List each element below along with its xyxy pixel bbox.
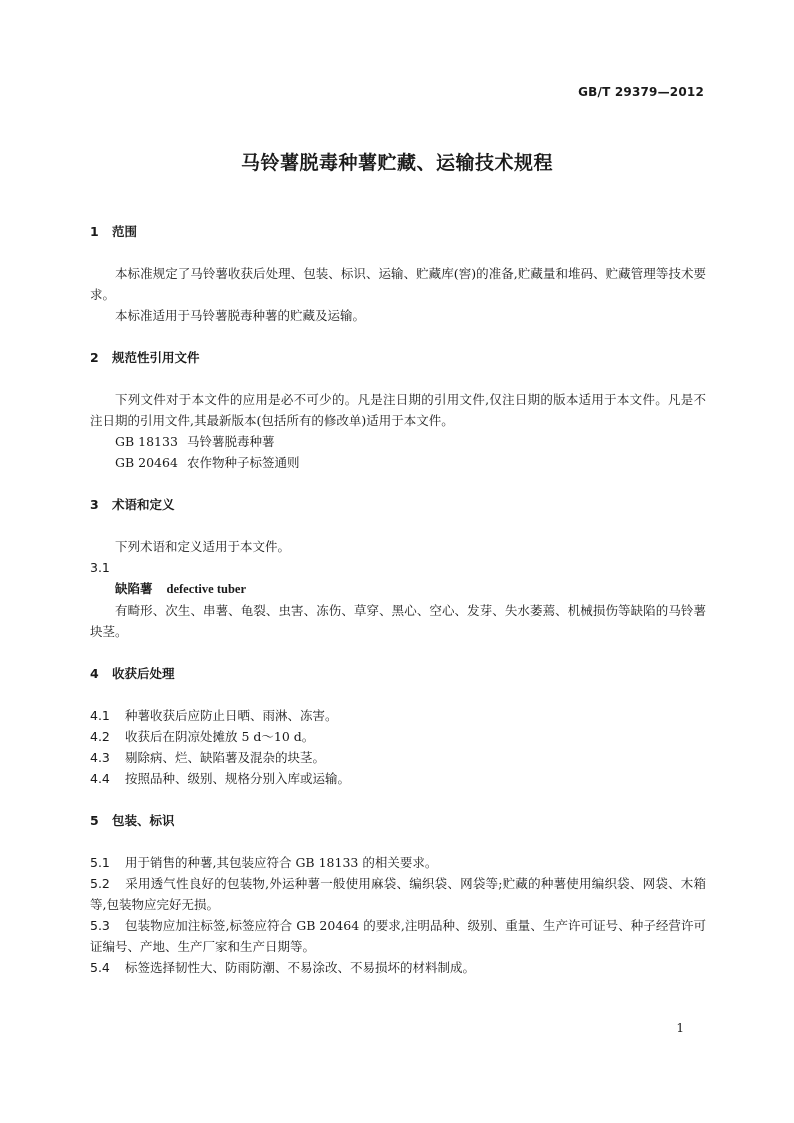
reference-item <box>90 431 706 452</box>
paragraph: 下列文件对于本文件的应用是必不可少的。凡是注日期的引用文件,仅注日期的版本适用于本文件。凡是不注日期的引用文件,其最新版本(包括所有的修改单)适用于本文件。 <box>90 392 706 428</box>
clause <box>90 705 706 726</box>
section-title: 包装、标识 <box>112 813 175 828</box>
clause-number: 5.1 <box>90 855 110 870</box>
clause-number: 5.4 <box>90 960 110 975</box>
section-title: 规范性引用文件 <box>112 350 200 365</box>
clause <box>90 852 706 873</box>
section-heading <box>90 221 706 242</box>
term-name <box>90 578 706 600</box>
clause-number: 4.1 <box>90 708 110 723</box>
paragraph: 本标准适用于马铃薯脱毒种薯的贮藏及运输。 <box>115 308 366 323</box>
term-english: defective tuber <box>166 582 246 596</box>
clause-number: 4.2 <box>90 729 110 744</box>
clause-text: 标签选择韧性大、防雨防潮、不易涂改、不易损坏的材料制成。 <box>125 960 476 975</box>
clause-text: 按照品种、级别、规格分别入库或运输。 <box>125 771 351 786</box>
page-number: 1 <box>676 1021 684 1035</box>
term-number: 3.1 <box>90 560 110 575</box>
clause <box>90 726 706 747</box>
document-body <box>90 221 706 978</box>
reference-title: 农作物种子标签通则 <box>187 455 300 470</box>
section-heading <box>90 810 706 831</box>
document-title: 马铃薯脱毒种薯贮藏、运输技术规程 <box>240 152 553 174</box>
reference-item <box>90 452 706 473</box>
clause-number: 5.3 <box>90 918 110 933</box>
paragraph: 本标准规定了马铃薯收获后处理、包装、标识、运输、贮藏库(窖)的准备,贮藏量和堆码、贮藏管理等技术要求。 <box>90 266 706 302</box>
section-scope <box>90 221 706 326</box>
clause-text: 收获后在阴凉处摊放 5 d～10 d。 <box>125 729 315 744</box>
section-title: 范围 <box>112 224 138 239</box>
clause <box>90 747 706 768</box>
clause <box>90 768 706 789</box>
clause-text: 种薯收获后应防止日晒、雨淋、冻害。 <box>125 708 338 723</box>
section-number: 1 <box>90 224 99 239</box>
clause <box>90 915 706 957</box>
section-heading <box>90 663 706 684</box>
term-definition: 有畸形、次生、串薯、龟裂、虫害、冻伤、草穿、黑心、空心、发芽、失水萎蔫、机械损伤等缺陷的马铃薯块茎。 <box>90 603 706 639</box>
section-heading <box>90 347 706 368</box>
clause-text: 采用透气性良好的包装物,外运种薯一般使用麻袋、编织袋、网袋等;贮藏的种薯使用编织袋、网袋、木箱等,包装物应完好无损。 <box>90 876 706 912</box>
reference-title: 马铃薯脱毒种薯 <box>187 434 275 449</box>
section-heading <box>90 494 706 515</box>
section-title: 术语和定义 <box>112 497 175 512</box>
section-title: 收获后处理 <box>112 666 175 681</box>
reference-code: GB 18133 <box>115 434 178 449</box>
section-number: 4 <box>90 666 99 681</box>
clause-number: 4.3 <box>90 750 110 765</box>
clause-text: 用于销售的种薯,其包装应符合 GB 18133 的相关要求。 <box>125 855 438 870</box>
section-number: 5 <box>90 813 99 828</box>
reference-code: GB 20464 <box>115 455 178 470</box>
clause-number: 4.4 <box>90 771 110 786</box>
clause-text: 剔除病、烂、缺陷薯及混杂的块茎。 <box>125 750 326 765</box>
section-number: 3 <box>90 497 99 512</box>
paragraph: 下列术语和定义适用于本文件。 <box>115 539 291 554</box>
clause-number: 5.2 <box>90 876 110 891</box>
section-terms-definitions <box>90 494 706 642</box>
term-chinese: 缺陷薯 <box>115 581 153 596</box>
section-post-harvest <box>90 663 706 789</box>
section-packaging-labeling <box>90 810 706 978</box>
section-number: 2 <box>90 350 99 365</box>
clause-text: 包装物应加注标签,标签应符合 GB 20464 的要求,注明品种、级别、重量、生产许可证号、种子经营许可证编号、产地、生产厂家和生产日期等。 <box>90 918 706 954</box>
standard-code: GB/T 29379—2012 <box>578 85 704 99</box>
clause <box>90 957 706 978</box>
section-normative-references <box>90 347 706 473</box>
clause <box>90 873 706 915</box>
